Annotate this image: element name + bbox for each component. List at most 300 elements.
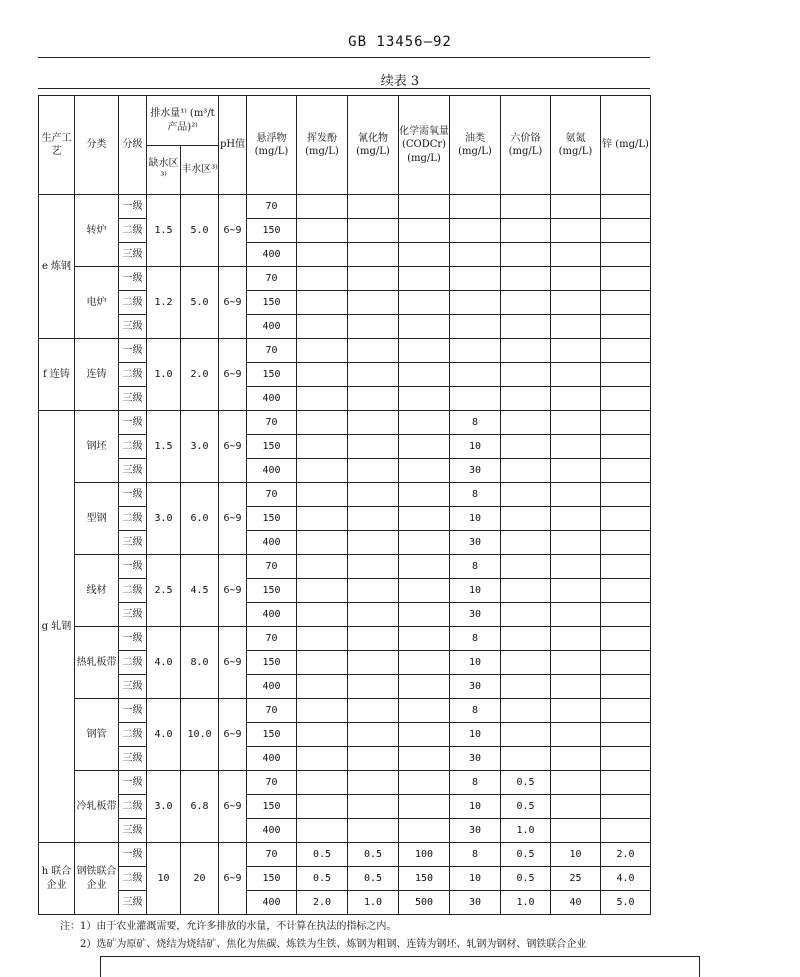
- cr6-cell: [501, 555, 551, 579]
- cr6-cell: [501, 603, 551, 627]
- cod-cell: [399, 603, 450, 627]
- zn-cell: [601, 627, 651, 651]
- table-row: [39, 339, 651, 363]
- cod-cell: 100: [399, 843, 450, 867]
- cod-cell: [399, 267, 450, 291]
- ss-cell: 70: [247, 555, 297, 579]
- cyanide-cell: [348, 219, 399, 243]
- oil-cell: 30: [450, 459, 501, 483]
- phenol-cell: [297, 219, 348, 243]
- cr6-cell: [501, 747, 551, 771]
- grade-cell: 二级: [119, 651, 147, 675]
- table-notes: [60, 918, 586, 954]
- oil-cell: 30: [450, 891, 501, 915]
- col-water-volume: 排水量¹⁾ (m³/t 产品)²⁾: [147, 96, 219, 146]
- cyanide-cell: [348, 579, 399, 603]
- cod-cell: [399, 795, 450, 819]
- grade-cell: 三级: [119, 747, 147, 771]
- cyanide-cell: [348, 771, 399, 795]
- phenol-cell: [297, 771, 348, 795]
- ph-cell: 6~9: [219, 843, 247, 915]
- cod-cell: [399, 579, 450, 603]
- grade-cell: 一级: [119, 411, 147, 435]
- ph-cell: 6~9: [219, 555, 247, 627]
- table-row: [39, 603, 651, 627]
- zn-cell: [601, 747, 651, 771]
- zn-cell: [601, 819, 651, 843]
- col-cod: 化学需氧量 (CODCr) (mg/L): [399, 96, 450, 195]
- oil-cell: 30: [450, 747, 501, 771]
- phenol-cell: [297, 387, 348, 411]
- oil-cell: [450, 315, 501, 339]
- ss-cell: 70: [247, 699, 297, 723]
- ss-cell: 150: [247, 795, 297, 819]
- cyanide-cell: 0.5: [348, 867, 399, 891]
- ss-cell: 400: [247, 459, 297, 483]
- cr6-cell: 1.0: [501, 891, 551, 915]
- table-top-rule: [38, 88, 650, 89]
- table-row: [39, 627, 651, 651]
- table-row: [39, 819, 651, 843]
- water-short-cell: 1.5: [147, 411, 181, 483]
- oil-cell: [450, 219, 501, 243]
- cod-cell: [399, 483, 450, 507]
- cyanide-cell: 0.5: [348, 843, 399, 867]
- category-cell: 转炉: [75, 195, 119, 267]
- ph-cell: 6~9: [219, 267, 247, 339]
- col-zn: 锌 (mg/L): [601, 96, 651, 195]
- ss-cell: 400: [247, 243, 297, 267]
- cr6-cell: [501, 243, 551, 267]
- cod-cell: [399, 339, 450, 363]
- cod-cell: [399, 195, 450, 219]
- col-grade: 分级: [119, 96, 147, 195]
- nh3-cell: [551, 267, 601, 291]
- water-rich-cell: 2.0: [181, 339, 219, 411]
- grade-cell: 三级: [119, 459, 147, 483]
- nh3-cell: 40: [551, 891, 601, 915]
- cr6-cell: [501, 315, 551, 339]
- grade-cell: 二级: [119, 507, 147, 531]
- grade-cell: 二级: [119, 867, 147, 891]
- cod-cell: [399, 723, 450, 747]
- phenol-cell: [297, 363, 348, 387]
- col-water-rich: 丰水区³⁾: [181, 146, 219, 195]
- cr6-cell: [501, 267, 551, 291]
- grade-cell: 一级: [119, 627, 147, 651]
- cyanide-cell: [348, 243, 399, 267]
- cyanide-cell: [348, 315, 399, 339]
- cr6-cell: 0.5: [501, 795, 551, 819]
- phenol-cell: [297, 723, 348, 747]
- col-water-short: 缺水区³⁾: [147, 146, 181, 195]
- oil-cell: 8: [450, 483, 501, 507]
- ss-cell: 400: [247, 891, 297, 915]
- cod-cell: [399, 627, 450, 651]
- nh3-cell: [551, 795, 601, 819]
- cr6-cell: [501, 699, 551, 723]
- cyanide-cell: [348, 699, 399, 723]
- zn-cell: [601, 675, 651, 699]
- oil-cell: 30: [450, 531, 501, 555]
- oil-cell: [450, 243, 501, 267]
- phenol-cell: 0.5: [297, 867, 348, 891]
- water-short-cell: 4.0: [147, 627, 181, 699]
- oil-cell: 30: [450, 675, 501, 699]
- nh3-cell: [551, 747, 601, 771]
- category-cell: 钢铁联合企业: [75, 843, 119, 915]
- process-cell: h 联合企业: [39, 843, 75, 915]
- table-row: [39, 771, 651, 795]
- cr6-cell: [501, 339, 551, 363]
- cr6-cell: [501, 483, 551, 507]
- cod-cell: [399, 675, 450, 699]
- phenol-cell: [297, 195, 348, 219]
- zn-cell: [601, 243, 651, 267]
- cyanide-cell: [348, 363, 399, 387]
- cod-cell: [399, 435, 450, 459]
- cr6-cell: [501, 627, 551, 651]
- cr6-cell: [501, 651, 551, 675]
- cr6-cell: [501, 435, 551, 459]
- ss-cell: 400: [247, 315, 297, 339]
- phenol-cell: [297, 675, 348, 699]
- cod-cell: [399, 243, 450, 267]
- phenol-cell: [297, 315, 348, 339]
- phenol-cell: [297, 411, 348, 435]
- cr6-cell: [501, 219, 551, 243]
- cyanide-cell: [348, 459, 399, 483]
- table-row: [39, 411, 651, 435]
- zn-cell: [601, 699, 651, 723]
- phenol-cell: [297, 555, 348, 579]
- category-cell: 钢管: [75, 699, 119, 771]
- phenol-cell: [297, 483, 348, 507]
- nh3-cell: [551, 627, 601, 651]
- cr6-cell: [501, 723, 551, 747]
- cod-cell: [399, 459, 450, 483]
- table-caption: 续表 3: [380, 74, 420, 89]
- oil-cell: 10: [450, 795, 501, 819]
- cod-cell: [399, 771, 450, 795]
- zn-cell: [601, 387, 651, 411]
- phenol-cell: [297, 603, 348, 627]
- oil-cell: [450, 195, 501, 219]
- phenol-cell: [297, 627, 348, 651]
- grade-cell: 一级: [119, 339, 147, 363]
- category-cell: 电炉: [75, 267, 119, 339]
- cyanide-cell: 1.0: [348, 891, 399, 915]
- cr6-cell: [501, 411, 551, 435]
- zn-cell: 4.0: [601, 867, 651, 891]
- category-cell: 热轧板带: [75, 627, 119, 699]
- phenol-cell: 2.0: [297, 891, 348, 915]
- cyanide-cell: [348, 651, 399, 675]
- grade-cell: 二级: [119, 363, 147, 387]
- cyanide-cell: [348, 747, 399, 771]
- grade-cell: 二级: [119, 291, 147, 315]
- phenol-cell: [297, 267, 348, 291]
- nh3-cell: [551, 771, 601, 795]
- nh3-cell: [551, 219, 601, 243]
- ss-cell: 400: [247, 819, 297, 843]
- nh3-cell: [551, 339, 601, 363]
- table-row: [39, 747, 651, 771]
- zn-cell: [601, 291, 651, 315]
- oil-cell: [450, 267, 501, 291]
- nh3-cell: [551, 291, 601, 315]
- zn-cell: [601, 339, 651, 363]
- phenol-cell: [297, 819, 348, 843]
- ph-cell: 6~9: [219, 699, 247, 771]
- nh3-cell: [551, 555, 601, 579]
- zn-cell: [601, 579, 651, 603]
- cod-cell: [399, 747, 450, 771]
- table-row: [39, 867, 651, 891]
- ss-cell: 70: [247, 195, 297, 219]
- water-rich-cell: 10.0: [181, 699, 219, 771]
- phenol-cell: [297, 435, 348, 459]
- grade-cell: 二级: [119, 579, 147, 603]
- header-rule: [38, 57, 650, 58]
- grade-cell: 二级: [119, 219, 147, 243]
- cr6-cell: 0.5: [501, 867, 551, 891]
- ss-cell: 70: [247, 267, 297, 291]
- cod-cell: [399, 651, 450, 675]
- oil-cell: 8: [450, 771, 501, 795]
- ss-cell: 70: [247, 483, 297, 507]
- ss-cell: 150: [247, 435, 297, 459]
- cr6-cell: 0.5: [501, 771, 551, 795]
- phenol-cell: [297, 699, 348, 723]
- oil-cell: [450, 387, 501, 411]
- table-row: [39, 795, 651, 819]
- cyanide-cell: [348, 627, 399, 651]
- nh3-cell: [551, 699, 601, 723]
- table-row: [39, 435, 651, 459]
- grade-cell: 一级: [119, 267, 147, 291]
- grade-cell: 三级: [119, 603, 147, 627]
- col-nh3: 氨氮 (mg/L): [551, 96, 601, 195]
- table-row: [39, 675, 651, 699]
- table-row: [39, 891, 651, 915]
- cyanide-cell: [348, 267, 399, 291]
- grade-cell: 三级: [119, 387, 147, 411]
- category-cell: 钢坯: [75, 411, 119, 483]
- nh3-cell: [551, 411, 601, 435]
- water-short-cell: 3.0: [147, 483, 181, 555]
- cyanide-cell: [348, 483, 399, 507]
- category-cell: 型钢: [75, 483, 119, 555]
- cod-cell: [399, 315, 450, 339]
- cyanide-cell: [348, 723, 399, 747]
- ss-cell: 150: [247, 579, 297, 603]
- ph-cell: 6~9: [219, 411, 247, 483]
- table-row: [39, 195, 651, 219]
- nh3-cell: [551, 459, 601, 483]
- cod-cell: [399, 699, 450, 723]
- ss-cell: 400: [247, 387, 297, 411]
- water-short-cell: 4.0: [147, 699, 181, 771]
- nh3-cell: [551, 483, 601, 507]
- table-row: [39, 243, 651, 267]
- nh3-cell: [551, 579, 601, 603]
- water-short-cell: 1.2: [147, 267, 181, 339]
- oil-cell: 10: [450, 651, 501, 675]
- zn-cell: 5.0: [601, 891, 651, 915]
- water-rich-cell: 8.0: [181, 627, 219, 699]
- water-short-cell: 3.0: [147, 771, 181, 843]
- ss-cell: 70: [247, 339, 297, 363]
- nh3-cell: [551, 651, 601, 675]
- col-cr6: 六价铬 (mg/L): [501, 96, 551, 195]
- grade-cell: 一级: [119, 699, 147, 723]
- cr6-cell: [501, 579, 551, 603]
- category-cell: 连铸: [75, 339, 119, 411]
- cod-cell: 150: [399, 867, 450, 891]
- cod-cell: [399, 291, 450, 315]
- zn-cell: [601, 555, 651, 579]
- cod-cell: [399, 507, 450, 531]
- cyanide-cell: [348, 603, 399, 627]
- grade-cell: 二级: [119, 795, 147, 819]
- table-row: [39, 267, 651, 291]
- nh3-cell: [551, 363, 601, 387]
- table-row: [39, 483, 651, 507]
- phenol-cell: [297, 507, 348, 531]
- grade-cell: 三级: [119, 819, 147, 843]
- zn-cell: [601, 459, 651, 483]
- grade-cell: 一级: [119, 483, 147, 507]
- nh3-cell: [551, 387, 601, 411]
- cyanide-cell: [348, 339, 399, 363]
- ph-cell: 6~9: [219, 339, 247, 411]
- nh3-cell: [551, 507, 601, 531]
- table-row: [39, 579, 651, 603]
- ss-cell: 150: [247, 363, 297, 387]
- cyanide-cell: [348, 675, 399, 699]
- cr6-cell: [501, 531, 551, 555]
- zn-cell: 2.0: [601, 843, 651, 867]
- cyanide-cell: [348, 435, 399, 459]
- process-cell: e 炼钢: [39, 195, 75, 339]
- ph-cell: 6~9: [219, 483, 247, 555]
- category-cell: 冷轧板带: [75, 771, 119, 843]
- table-row: [39, 651, 651, 675]
- col-category: 分类: [75, 96, 119, 195]
- water-rich-cell: 6.0: [181, 483, 219, 555]
- col-oil: 油类 (mg/L): [450, 96, 501, 195]
- cyanide-cell: [348, 795, 399, 819]
- oil-cell: 8: [450, 627, 501, 651]
- ss-cell: 150: [247, 291, 297, 315]
- ss-cell: 400: [247, 531, 297, 555]
- table-row: [39, 459, 651, 483]
- cr6-cell: [501, 507, 551, 531]
- nh3-cell: [551, 435, 601, 459]
- grade-cell: 一级: [119, 771, 147, 795]
- grade-cell: 三级: [119, 243, 147, 267]
- note-1: 注：1）由于农业灌溉需要，允许多排放的水量，不计算在执法的指标之内。: [60, 921, 397, 932]
- grade-cell: 一级: [119, 555, 147, 579]
- phenol-cell: [297, 291, 348, 315]
- col-phenol: 挥发酚 (mg/L): [297, 96, 348, 195]
- oil-cell: 10: [450, 579, 501, 603]
- nh3-cell: [551, 675, 601, 699]
- zn-cell: [601, 603, 651, 627]
- cr6-cell: [501, 363, 551, 387]
- oil-cell: [450, 339, 501, 363]
- phenol-cell: [297, 579, 348, 603]
- grade-cell: 二级: [119, 435, 147, 459]
- note-2: 2）选矿为原矿、烧结为烧结矿、焦化为焦碳、炼铁为生铁、炼钢为粗钢、连铸为钢坯、轧钢为钢材、钢铁联合企业: [80, 939, 587, 950]
- nh3-cell: [551, 315, 601, 339]
- cyanide-cell: [348, 195, 399, 219]
- cyanide-cell: [348, 411, 399, 435]
- table-row: [39, 531, 651, 555]
- ph-cell: 6~9: [219, 195, 247, 267]
- nh3-cell: [551, 195, 601, 219]
- cod-cell: [399, 411, 450, 435]
- ss-cell: 70: [247, 411, 297, 435]
- water-rich-cell: 20: [181, 843, 219, 915]
- nh3-cell: 25: [551, 867, 601, 891]
- cr6-cell: [501, 291, 551, 315]
- cr6-cell: [501, 195, 551, 219]
- grade-cell: 三级: [119, 675, 147, 699]
- cyanide-cell: [348, 387, 399, 411]
- cr6-cell: 1.0: [501, 819, 551, 843]
- oil-cell: 8: [450, 411, 501, 435]
- zn-cell: [601, 363, 651, 387]
- process-cell: g 轧钢: [39, 411, 75, 843]
- table-row: [39, 699, 651, 723]
- zn-cell: [601, 315, 651, 339]
- nh3-cell: [551, 243, 601, 267]
- water-rich-cell: 4.5: [181, 555, 219, 627]
- oil-cell: 10: [450, 723, 501, 747]
- water-rich-cell: 5.0: [181, 195, 219, 267]
- table-row: [39, 723, 651, 747]
- standard-number: GB 13456—92: [348, 34, 452, 50]
- cyanide-cell: [348, 291, 399, 315]
- table-row: [39, 843, 651, 867]
- cr6-cell: [501, 387, 551, 411]
- grade-cell: 一级: [119, 843, 147, 867]
- cyanide-cell: [348, 819, 399, 843]
- ss-cell: 150: [247, 651, 297, 675]
- ss-cell: 400: [247, 675, 297, 699]
- ss-cell: 150: [247, 219, 297, 243]
- oil-cell: [450, 363, 501, 387]
- grade-cell: 一级: [119, 195, 147, 219]
- zn-cell: [601, 435, 651, 459]
- zn-cell: [601, 795, 651, 819]
- ss-cell: 70: [247, 771, 297, 795]
- zn-cell: [601, 195, 651, 219]
- ph-cell: 6~9: [219, 627, 247, 699]
- next-section-box: [100, 956, 700, 977]
- col-ph: pH值: [219, 96, 247, 195]
- zn-cell: [601, 219, 651, 243]
- water-rich-cell: 3.0: [181, 411, 219, 483]
- phenol-cell: [297, 459, 348, 483]
- cyanide-cell: [348, 531, 399, 555]
- grade-cell: 二级: [119, 723, 147, 747]
- ss-cell: 150: [247, 867, 297, 891]
- water-short-cell: 10: [147, 843, 181, 915]
- nh3-cell: [551, 531, 601, 555]
